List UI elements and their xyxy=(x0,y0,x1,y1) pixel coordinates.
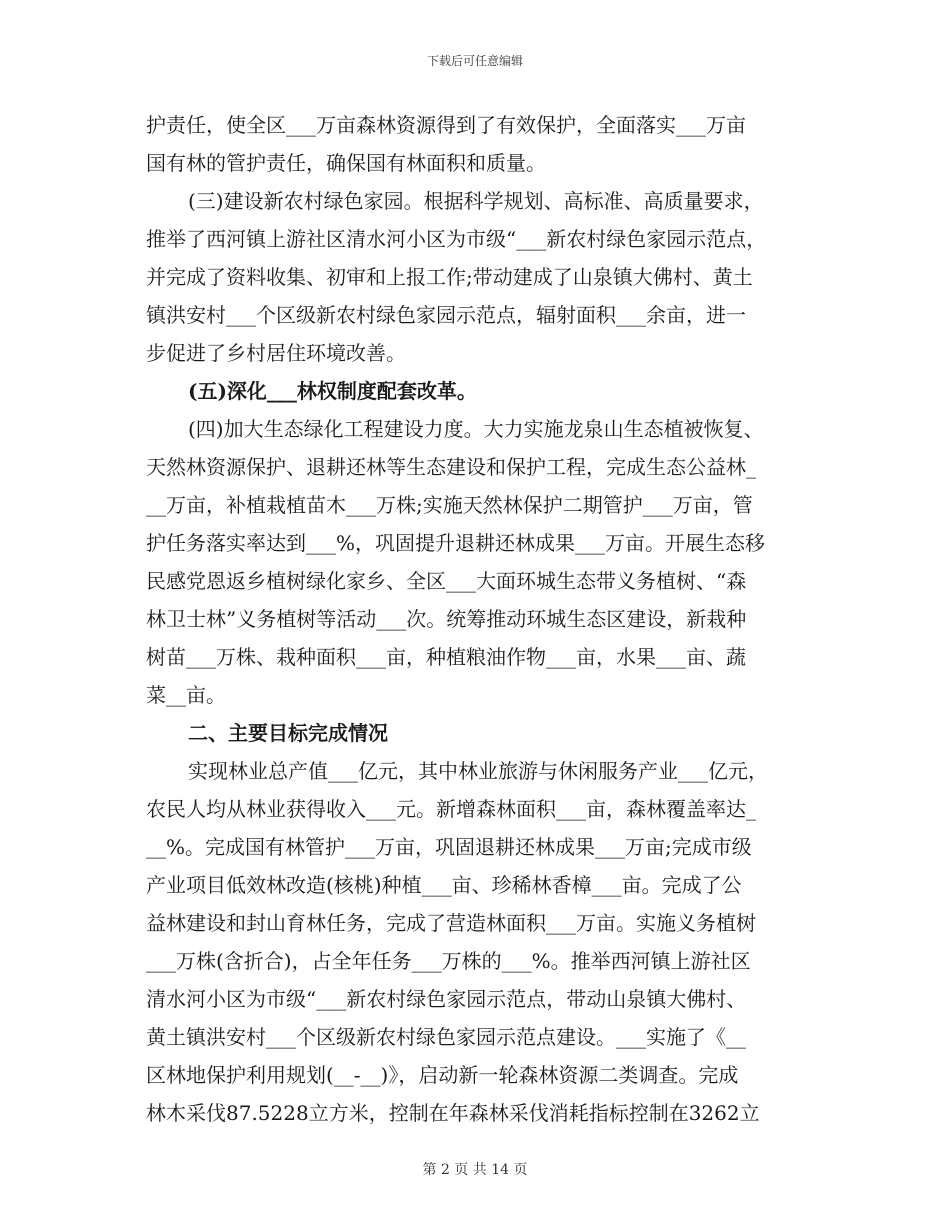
section-heading: 二、主要目标完成情况 xyxy=(188,721,388,745)
text-line: 护责任，使全区___万亩森林资源得到了有效保护，全面落实___万亩 xyxy=(146,113,746,137)
document-body xyxy=(146,106,806,1132)
text-line: __%。完成国有林管护___万亩，巩固退耕还林成果___万亩;完成市级 xyxy=(146,835,752,859)
text-line: 黄土镇洪安村___个区级新农村绿色家园示范点建设。___实施了《__ xyxy=(146,1025,746,1049)
text-line: ___万株(含折合)，占全年任务___万株的___%。推举西河镇上游社区 xyxy=(146,949,751,973)
text-line: 菜__亩。 xyxy=(146,683,226,707)
paragraph-start: (四)加大生态绿化工程建设力度。大力实施龙泉山生态植被恢复、 xyxy=(188,417,764,441)
text-line: 林木采伐87.5228立方米，控制在年森林采伐消耗指标控制在3262立 xyxy=(146,1101,760,1125)
page-footer: 第 2 页 共 14 页 xyxy=(422,1162,528,1178)
text-line: 清水河小区为市级“___新农村绿色家园示范点，带动山泉镇大佛村、 xyxy=(146,987,747,1011)
text-line: 产业项目低效林改造(核桃)种植___亩、珍稀林香樟___亩。完成了公 xyxy=(146,873,742,897)
text-line: 并完成了资料收集、初审和上报工作;带动建成了山泉镇大佛村、黄土 xyxy=(146,265,753,289)
text-line: 护任务落实率达到___%，巩固提升退耕还林成果___万亩。开展生态移 xyxy=(146,531,766,555)
text-line: 益林建设和封山育林任务，完成了营造林面积___万亩。实施义务植树 xyxy=(146,911,756,935)
text-line: 农民人均从林业获得收入___元。新增森林面积___亩，森林覆盖率达_ xyxy=(146,797,756,821)
text-line: 天然林资源保护、退耕还林等生态建设和保护工程，完成生态公益林_ xyxy=(146,455,756,479)
section-heading: (五)深化___林权制度配套改革。 xyxy=(188,379,477,403)
text-line: 镇洪安村___个区级新农村绿色家园示范点，辐射面积___余亩，进一 xyxy=(146,303,746,327)
paragraph-start: 实现林业总产值___亿元，其中林业旅游与休闲服务产业___亿元， xyxy=(188,759,768,783)
text-line: 树苗___万株、栽种面积___亩，种植粮油作物___亩，水果___亩、蔬 xyxy=(146,645,746,669)
text-line: 民感党恩返乡植树绿化家乡、全区___大面环城生态带义务植树、“森 xyxy=(146,569,747,593)
text-line: __万亩，补植栽植苗木___万株;实施天然林保护二期管护___万亩，管 xyxy=(146,493,753,517)
page-header: 下载后可任意编辑 xyxy=(426,54,523,68)
paragraph-start: (三)建设新农村绿色家园。根据科学规划、高标准、高质量要求， xyxy=(188,189,764,213)
text-line: 步促进了乡村居住环境改善。 xyxy=(146,341,406,365)
text-line: 推举了西河镇上游社区清水河小区为市级“___新农村绿色家园示范点， xyxy=(146,227,767,251)
text-line: 林卫士林”义务植树等活动___次。统筹推动环城生态区建设，新栽种 xyxy=(146,607,747,631)
text-line: 国有林的管护责任，确保国有林面积和质量。 xyxy=(146,151,546,175)
text-line: 区林地保护利用规划(__-__)》，启动新一轮森林资源二类调查。完成 xyxy=(146,1063,739,1087)
